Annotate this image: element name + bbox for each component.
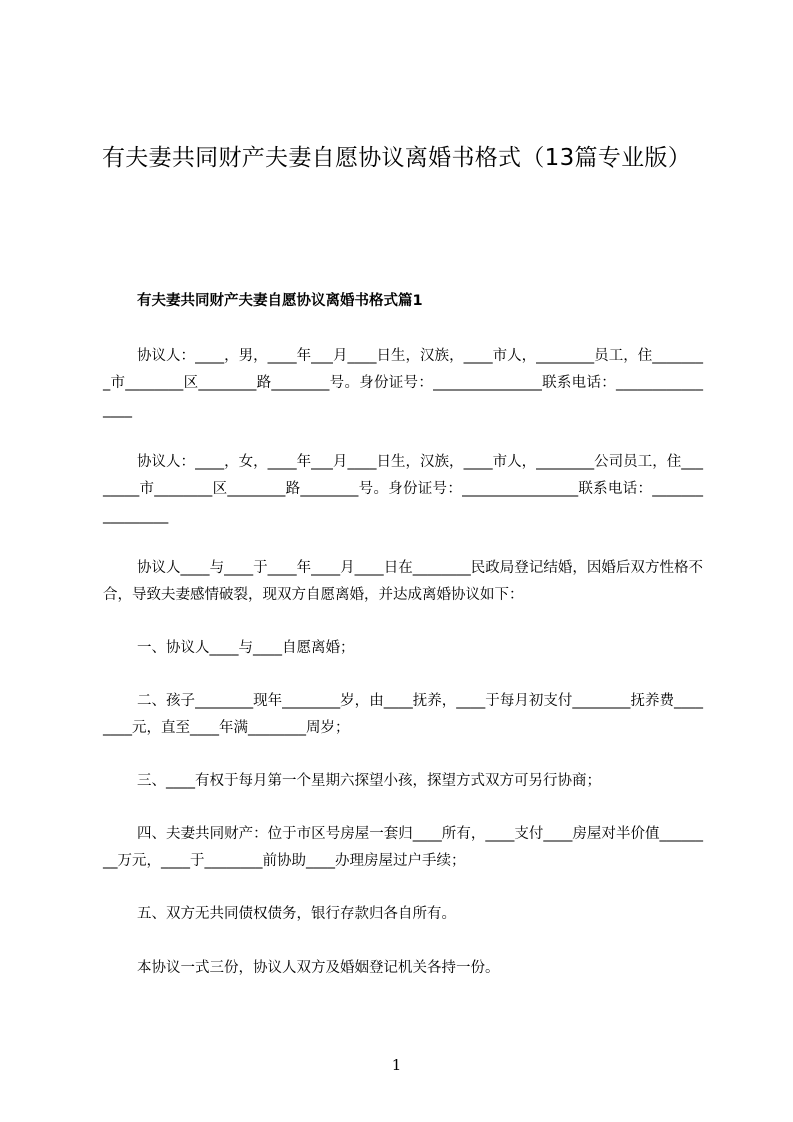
paragraph-clause-5: 五、双方无共同债权债务，银行存款归各自所有。: [137, 906, 456, 922]
paragraph-party-male: 协议人：____，男，____年___月____日生，汉族，____市人，________员工，住________市________区________路________号。身份证号：_______________联系电话：________________: [103, 348, 703, 418]
paragraph-party-female: 协议人：____，女，____年___月____日生，汉族，____市人，________公司员工，住________市________区________路________号。身份证号：________________联系电话：________________: [103, 454, 703, 524]
document-title: 有夫妻共同财产夫妻自愿协议离婚书格式（13篇专业版）: [101, 145, 692, 171]
paragraph-clause-4: 四、夫妻共同财产：位于市区号房屋一套归____所有，____支付____房屋对半价值________万元，____于________前协助____办理房屋过户手续；: [103, 826, 703, 869]
section-heading: 有夫妻共同财产夫妻自愿协议离婚书格式篇1: [137, 293, 423, 309]
paragraph-clause-1: 一、协议人____与____自愿离婚；: [137, 640, 355, 656]
paragraph-clause-3: 三、____有权于每月第一个星期六探望小孩，探望方式双方可另行协商；: [137, 773, 601, 789]
paragraph-marriage-info: 协议人____与____于____年____月____日在________民政局登记结婚，因婚后双方性格不合，导致夫妻感情破裂，现双方自愿离婚，并达成离婚协议如下：: [103, 560, 703, 603]
paragraph-copies: 本协议一式三份，协议人双方及婚姻登记机关各持一份。: [137, 960, 500, 976]
page-number: 1: [391, 1056, 402, 1074]
paragraph-clause-2: 二、孩子________现年________岁，由____抚养，____于每月初支付________抚养费________元，直至____年满________周岁；: [103, 693, 703, 736]
